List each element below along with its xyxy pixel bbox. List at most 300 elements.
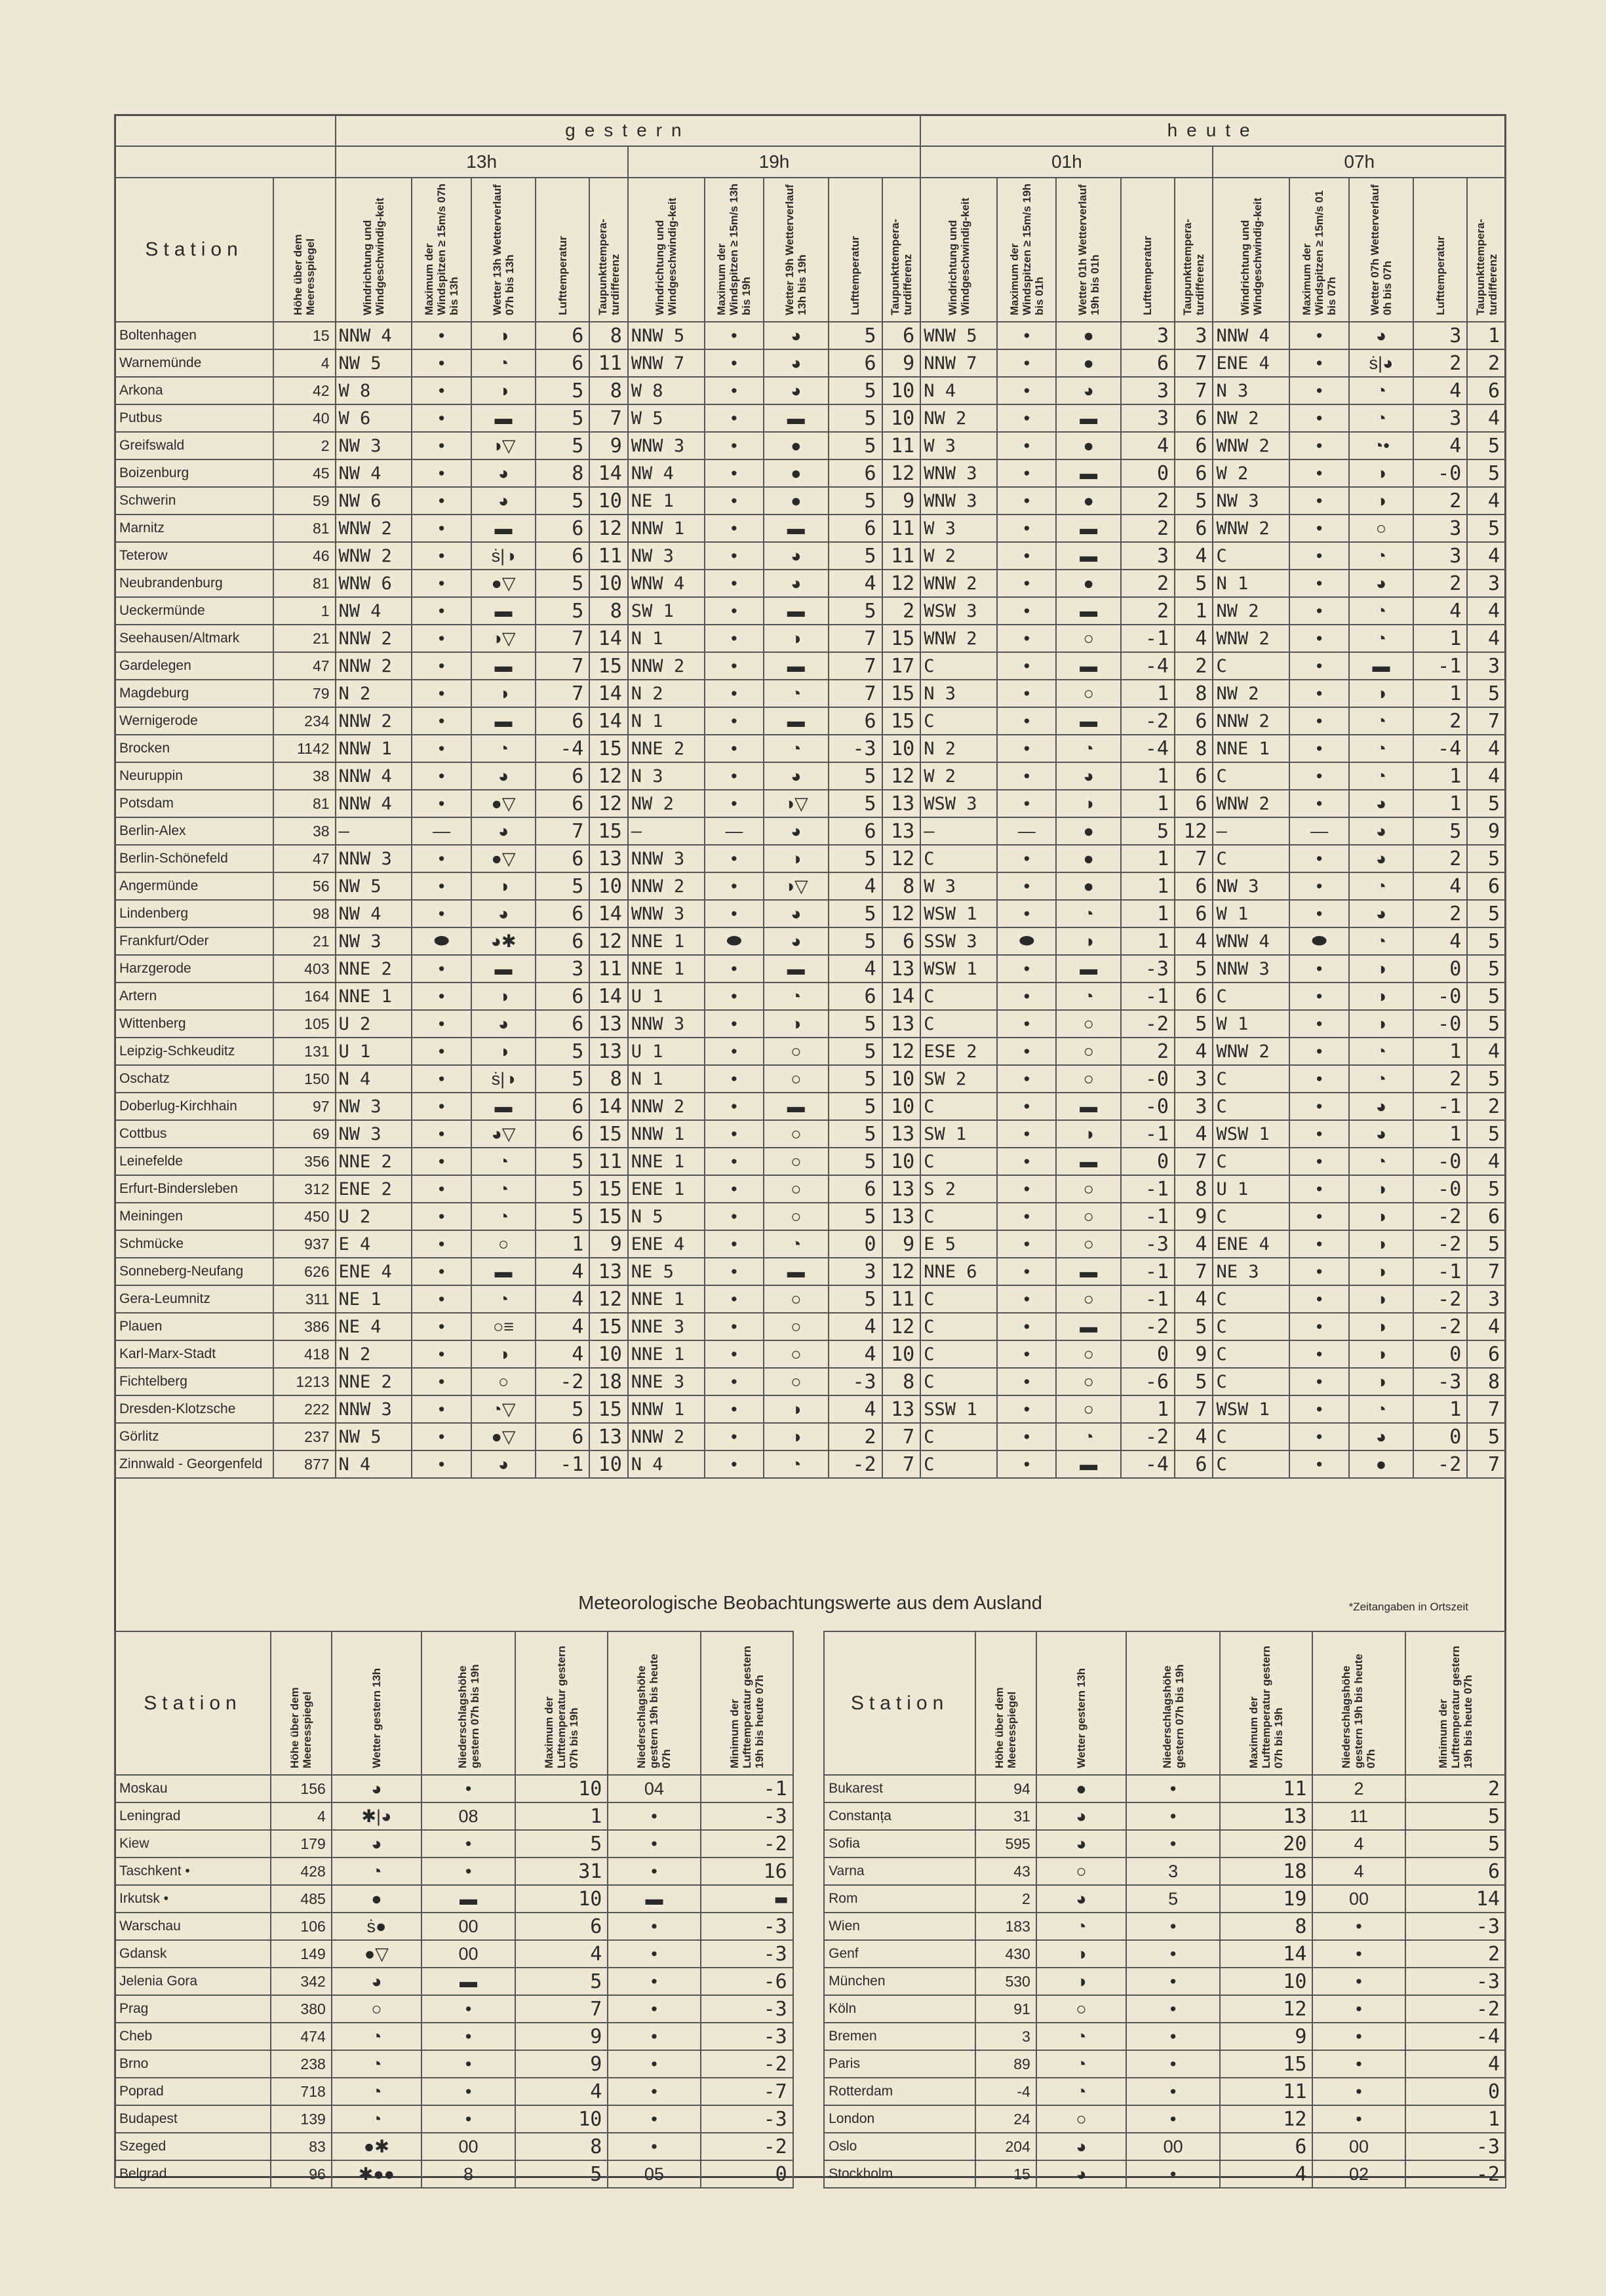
gust-cell: • <box>412 515 471 542</box>
weather-cell: ○ <box>1056 1038 1120 1065</box>
dewpoint-diff-cell: 6 <box>1175 872 1213 900</box>
subheader-07h-4 <box>1467 178 1506 322</box>
station-name: Lindenberg <box>115 900 273 927</box>
temperature-cell: -4 <box>1121 652 1175 680</box>
wind-cell: NNE 1 <box>628 1340 705 1368</box>
dewpoint-diff-cell: 12 <box>589 790 627 817</box>
dewpoint-diff-cell: 3 <box>1175 1065 1213 1093</box>
subheader-13h-3 <box>536 178 589 322</box>
temperature-cell: 5 <box>829 900 882 927</box>
wind-cell: WSW 1 <box>920 900 997 927</box>
dewpoint-diff-cell: 7 <box>1467 1258 1506 1285</box>
gust-cell: • <box>1289 872 1348 900</box>
dewpoint-diff-cell: 15 <box>589 735 627 762</box>
gust-cell: • <box>705 1340 764 1368</box>
temperature-cell: 0 <box>1413 955 1467 983</box>
temperature-cell: 1 <box>1121 1395 1175 1423</box>
station-name: Warnemünde <box>115 349 273 377</box>
wind-cell: C <box>920 1203 997 1230</box>
temperature-cell: 5 <box>829 1285 882 1313</box>
max-temp-cell: 8 <box>1220 1913 1312 1940</box>
wind-cell: WNW 5 <box>920 322 997 349</box>
precip-night-cell: • <box>1312 1940 1405 1968</box>
gust-cell: • <box>705 459 764 487</box>
wind-cell: NW 2 <box>628 790 705 817</box>
dewpoint-diff-cell: 5 <box>1467 1230 1506 1258</box>
wind-cell: W 3 <box>920 432 997 459</box>
weather-cell: ◔ <box>1349 872 1413 900</box>
temperature-cell: 7 <box>536 817 589 845</box>
weather-cell: ◔ <box>1349 1395 1413 1423</box>
temperature-cell: 4 <box>536 1285 589 1313</box>
station-altitude: 150 <box>273 1065 335 1093</box>
column-gap <box>793 1913 824 1940</box>
hour-01h: 01h <box>920 146 1213 178</box>
station-name: Seehausen/Altmark <box>115 625 273 652</box>
table-row <box>115 1038 1506 1065</box>
gust-cell: • <box>997 1340 1056 1368</box>
dewpoint-diff-cell: 11 <box>589 542 627 570</box>
weather-cell: ◑ <box>764 625 828 652</box>
dewpoint-diff-cell: 7 <box>1467 707 1506 735</box>
wind-cell: N 4 <box>336 1450 412 1478</box>
table-row <box>115 1010 1506 1038</box>
table-row <box>115 1450 1506 1478</box>
dewpoint-diff-cell: 15 <box>589 1175 627 1203</box>
gust-cell: • <box>1289 845 1348 872</box>
precip-day-cell: • <box>1126 2160 1220 2188</box>
weather-cell: ◑ <box>764 1010 828 1038</box>
table-row <box>115 1913 1506 1940</box>
precip-day-cell: • <box>1126 2023 1220 2050</box>
min-temp-cell: -2 <box>1405 1995 1506 2023</box>
wind-cell: NNW 3 <box>628 845 705 872</box>
temperature-cell: 0 <box>1413 1423 1467 1450</box>
wind-cell: NNW 4 <box>1213 322 1289 349</box>
temperature-cell: 1 <box>1121 900 1175 927</box>
subheader-text: Lufttemperatur <box>1434 236 1447 315</box>
table-row <box>115 322 1506 349</box>
wind-cell: C <box>920 983 997 1010</box>
temperature-cell: 6 <box>829 707 882 735</box>
dewpoint-diff-cell: 8 <box>1175 1175 1213 1203</box>
weather-cell: ◕ <box>471 817 536 845</box>
weather-cell: ○ <box>1056 1175 1120 1203</box>
temperature-cell: -2 <box>829 1450 882 1478</box>
temperature-cell: 5 <box>829 597 882 625</box>
station-name: Doberlug-Kirchhain <box>115 1093 273 1120</box>
dewpoint-diff-cell: 12 <box>1175 817 1213 845</box>
right-column-header-2 <box>1036 1631 1126 1775</box>
gust-cell: ⬬ <box>412 927 471 955</box>
gust-cell: • <box>412 1368 471 1395</box>
weather-cell: ○ <box>764 1175 828 1203</box>
subheader-01h-4 <box>1175 178 1213 322</box>
weather-cell: ● <box>1056 872 1120 900</box>
dewpoint-diff-cell: 4 <box>1467 597 1506 625</box>
gust-cell: • <box>705 762 764 790</box>
gust-cell: • <box>705 652 764 680</box>
min-temp-cell: -3 <box>1405 1968 1506 1995</box>
dewpoint-diff-cell: 9 <box>882 349 921 377</box>
wind-cell: WNW 2 <box>1213 432 1289 459</box>
subheader-text: Wetter 07h Wetterverlauf 0h bis 07h <box>1368 184 1394 315</box>
gust-cell: ⬬ <box>705 927 764 955</box>
weather-cell: ▬ <box>471 652 536 680</box>
station-altitude: 1 <box>273 597 335 625</box>
subheader-01h-1 <box>997 178 1056 322</box>
weather-cell: ◔ <box>1036 2050 1126 2078</box>
station-name: Varna <box>824 1858 975 1885</box>
wind-cell: NW 3 <box>1213 872 1289 900</box>
min-temp-cell: 6 <box>1405 1858 1506 1885</box>
table-row <box>115 349 1506 377</box>
station-altitude: 45 <box>273 459 335 487</box>
gust-cell: • <box>412 735 471 762</box>
gust-cell: • <box>997 872 1056 900</box>
weather-cell: ○ <box>1036 1995 1126 2023</box>
temperature-cell: 6 <box>536 927 589 955</box>
gust-cell: • <box>705 707 764 735</box>
temperature-cell: 5 <box>829 1203 882 1230</box>
wind-cell: NW 3 <box>336 1120 412 1148</box>
max-temp-cell: 19 <box>1220 1885 1312 1913</box>
subheader-19h-0 <box>628 178 705 322</box>
weather-cell: ◕ <box>1349 322 1413 349</box>
gust-cell: • <box>705 1120 764 1148</box>
gust-cell: • <box>997 900 1056 927</box>
table-row <box>115 872 1506 900</box>
temperature-cell: 1 <box>536 1230 589 1258</box>
wind-cell: SSW 1 <box>920 1395 997 1423</box>
gust-cell: • <box>997 707 1056 735</box>
table-row <box>115 487 1506 515</box>
subheader-text: Windrichtung und Windgeschwindig-keit <box>361 197 386 315</box>
wind-cell: C <box>1213 762 1289 790</box>
weather-cell: ▬ <box>1349 652 1413 680</box>
station-altitude: 91 <box>975 1995 1036 2023</box>
weather-cell: ◕ <box>1349 900 1413 927</box>
weather-cell: ○ <box>1056 1395 1120 1423</box>
subheader-19h-2 <box>764 178 828 322</box>
gust-cell: • <box>1289 1368 1348 1395</box>
gust-cell: • <box>705 542 764 570</box>
weather-cell: ▬ <box>471 707 536 735</box>
dewpoint-diff-cell: 6 <box>882 322 921 349</box>
precip-day-cell: • <box>1126 1968 1220 1995</box>
temperature-cell: 0 <box>1121 459 1175 487</box>
table-row <box>115 1203 1506 1230</box>
gust-cell: • <box>1289 1093 1348 1120</box>
max-temp-cell: 5 <box>515 1968 608 1995</box>
max-temp-cell: 9 <box>515 2050 608 2078</box>
max-temp-cell: 4 <box>515 2078 608 2105</box>
column-gap <box>793 2160 824 2188</box>
weather-cell: ● <box>1349 1450 1413 1478</box>
wind-cell: NW 4 <box>628 459 705 487</box>
hour-07h: 07h <box>1213 146 1506 178</box>
wind-cell: — <box>628 817 705 845</box>
dewpoint-diff-cell: 15 <box>882 680 921 707</box>
station-altitude: 97 <box>273 1093 335 1120</box>
temperature-cell: -4 <box>1121 735 1175 762</box>
weather-cell: ▬ <box>471 955 536 983</box>
station-name: Oschatz <box>115 1065 273 1093</box>
gust-cell: • <box>997 1120 1056 1148</box>
wind-cell: C <box>920 707 997 735</box>
weather-cell: ○ <box>764 1120 828 1148</box>
precip-day-cell: • <box>1126 1940 1220 1968</box>
temperature-cell: 3 <box>1121 377 1175 404</box>
temperature-cell: -1 <box>1121 1120 1175 1148</box>
gust-cell: • <box>705 322 764 349</box>
temperature-cell: 4 <box>1413 927 1467 955</box>
station-altitude: 312 <box>273 1175 335 1203</box>
precip-night-cell: 05 <box>608 2160 700 2188</box>
min-temp-cell: -2 <box>701 1830 793 1858</box>
dewpoint-diff-cell: 12 <box>882 570 921 597</box>
precip-day-cell: • <box>421 2050 515 2078</box>
gust-cell: • <box>412 1120 471 1148</box>
temperature-cell: 4 <box>829 1340 882 1368</box>
temperature-cell: 1 <box>1413 625 1467 652</box>
precip-night-cell: • <box>1312 2023 1405 2050</box>
wind-cell: WSW 1 <box>1213 1395 1289 1423</box>
gust-cell: • <box>412 322 471 349</box>
wind-cell: C <box>1213 1285 1289 1313</box>
dewpoint-diff-cell: 15 <box>589 1395 627 1423</box>
wind-cell: W 5 <box>628 404 705 432</box>
dewpoint-diff-cell: 5 <box>1175 1010 1213 1038</box>
station-name: Potsdam <box>115 790 273 817</box>
gust-cell: • <box>412 762 471 790</box>
wind-cell: WNW 6 <box>336 570 412 597</box>
temperature-cell: -0 <box>1121 1093 1175 1120</box>
weather-cell: ◑▽ <box>471 432 536 459</box>
weather-cell: ◑ <box>1349 487 1413 515</box>
wind-cell: SW 2 <box>920 1065 997 1093</box>
weather-cell: ◔ <box>471 1203 536 1230</box>
dewpoint-diff-cell: 8 <box>589 1065 627 1093</box>
wind-cell: W 2 <box>920 762 997 790</box>
dewpoint-diff-cell: 9 <box>589 1230 627 1258</box>
wind-cell: ENE 4 <box>1213 349 1289 377</box>
wind-cell: NNW 4 <box>336 790 412 817</box>
weather-cell: ○ <box>764 1285 828 1313</box>
min-temp-cell: 5 <box>1405 1830 1506 1858</box>
min-temp-cell: 2 <box>1405 1775 1506 1802</box>
subheader-text: Niederschlagshöhe gestern 19h bis heute 07h <box>635 1654 673 1768</box>
wind-cell: S 2 <box>920 1175 997 1203</box>
weather-cell: ◕ <box>1036 1885 1126 1913</box>
wind-cell: NE 5 <box>628 1258 705 1285</box>
weather-cell: ◕ <box>471 762 536 790</box>
gust-cell: • <box>412 1395 471 1423</box>
precip-night-cell: • <box>608 1995 700 2023</box>
dewpoint-diff-cell: 5 <box>1467 845 1506 872</box>
dewpoint-diff-cell: 4 <box>1175 1120 1213 1148</box>
weather-cell: ▬ <box>1056 1148 1120 1175</box>
dewpoint-diff-cell: 5 <box>1467 983 1506 1010</box>
station-altitude: 2 <box>273 432 335 459</box>
wind-cell: N 1 <box>628 1065 705 1093</box>
station-name: Stockholm <box>824 2160 975 2188</box>
left-column-header-3 <box>421 1631 515 1775</box>
station-name: Putbus <box>115 404 273 432</box>
weather-cell: ◔ <box>1349 1038 1413 1065</box>
weather-cell: ◑ <box>764 1395 828 1423</box>
gust-cell: • <box>997 955 1056 983</box>
station-altitude: 234 <box>273 707 335 735</box>
temperature-cell: 6 <box>536 900 589 927</box>
wind-cell: NNE 3 <box>628 1368 705 1395</box>
station-altitude: 1213 <box>273 1368 335 1395</box>
table-row <box>115 1858 1506 1885</box>
temperature-cell: 5 <box>829 1148 882 1175</box>
dewpoint-diff-cell: 5 <box>1175 487 1213 515</box>
min-temp-cell: -3 <box>701 2105 793 2133</box>
gust-cell: • <box>997 1285 1056 1313</box>
wind-cell: C <box>920 1285 997 1313</box>
table-row <box>115 377 1506 404</box>
subheader-text: Höhe über dem Meeresspiegel <box>288 1687 314 1768</box>
weather-cell: ◔ <box>332 2078 421 2105</box>
station-altitude: 59 <box>273 487 335 515</box>
temperature-cell: 6 <box>829 983 882 1010</box>
wind-cell: C <box>920 1340 997 1368</box>
temperature-cell: 5 <box>536 597 589 625</box>
dewpoint-diff-cell: 6 <box>1175 983 1213 1010</box>
weather-cell: ▬ <box>471 1258 536 1285</box>
temperature-cell: -2 <box>1121 1423 1175 1450</box>
table-row <box>115 1830 1506 1858</box>
subheader-text: Lufttemperatur <box>556 236 569 315</box>
gust-cell: • <box>1289 652 1348 680</box>
column-gap <box>793 2023 824 2050</box>
station-name: Neubrandenburg <box>115 570 273 597</box>
max-temp-cell: 11 <box>1220 1775 1312 1802</box>
weather-cell: ◔ <box>471 1148 536 1175</box>
precip-night-cell: • <box>1312 2078 1405 2105</box>
station-name: Boizenburg <box>115 459 273 487</box>
weather-cell: ◔ <box>471 735 536 762</box>
weather-cell: ◕ <box>1349 1093 1413 1120</box>
subheader-text: Maximum der Windspitzen ≥ 15m/s 19h bis 01h <box>1008 184 1046 315</box>
gust-cell: • <box>705 1230 764 1258</box>
wind-cell: NNE 3 <box>628 1313 705 1340</box>
station-name: München <box>824 1968 975 1995</box>
wind-cell: NW 4 <box>336 459 412 487</box>
wind-cell: C <box>920 1010 997 1038</box>
dewpoint-diff-cell: 5 <box>1175 1313 1213 1340</box>
temperature-cell: 3 <box>1413 404 1467 432</box>
weather-cell: ◕ <box>1349 1423 1413 1450</box>
gust-cell: • <box>997 1258 1056 1285</box>
gust-cell: • <box>997 570 1056 597</box>
gust-cell: • <box>997 1010 1056 1038</box>
left-station-header: Station <box>115 1631 271 1775</box>
wind-cell: U 1 <box>628 1038 705 1065</box>
min-temp-cell: -3 <box>1405 1913 1506 1940</box>
temperature-cell: 0 <box>1413 1340 1467 1368</box>
wind-cell: ENE 4 <box>628 1230 705 1258</box>
dewpoint-diff-cell: 7 <box>1175 1148 1213 1175</box>
weather-cell: ◑ <box>471 377 536 404</box>
max-temp-cell: 12 <box>1220 1995 1312 2023</box>
gust-cell: • <box>1289 1065 1348 1093</box>
table-row <box>115 459 1506 487</box>
dewpoint-diff-cell: 12 <box>882 900 921 927</box>
wind-cell: NNW 4 <box>336 322 412 349</box>
station-name: Sofia <box>824 1830 975 1858</box>
dewpoint-diff-cell: 11 <box>589 1148 627 1175</box>
temperature-cell: 5 <box>536 1148 589 1175</box>
dewpoint-diff-cell: 7 <box>882 1450 921 1478</box>
dewpoint-diff-cell: 6 <box>1175 459 1213 487</box>
wind-cell: WSW 3 <box>920 790 997 817</box>
weather-cell: ○ <box>1036 2105 1126 2133</box>
table-row <box>115 2105 1506 2133</box>
wind-cell: W 1 <box>1213 900 1289 927</box>
dewpoint-diff-cell: 4 <box>1175 1285 1213 1313</box>
dewpoint-diff-cell: 8 <box>589 322 627 349</box>
temperature-cell: 0 <box>1121 1340 1175 1368</box>
max-temp-cell: 10 <box>515 1885 608 1913</box>
table-row <box>115 762 1506 790</box>
precip-night-cell: • <box>608 2050 700 2078</box>
weather-cell: ◔ <box>1056 735 1120 762</box>
subheader-text: Niederschlagshöhe gestern 07h bis 19h <box>456 1664 481 1768</box>
dewpoint-diff-cell: 2 <box>1467 1093 1506 1120</box>
weather-cell: ◑ <box>1056 1120 1120 1148</box>
gust-cell: • <box>412 1148 471 1175</box>
table-row <box>115 845 1506 872</box>
min-temp-cell: 5 <box>1405 1802 1506 1830</box>
subheader-text: Taupunkttempera-turdifferenz <box>596 218 621 315</box>
wind-cell: NNW 4 <box>336 762 412 790</box>
dewpoint-diff-cell: 15 <box>589 652 627 680</box>
table-row <box>115 1995 1506 2023</box>
weather-cell: ◔ <box>1056 900 1120 927</box>
temperature-cell: 2 <box>1121 487 1175 515</box>
wind-cell: C <box>920 1313 997 1340</box>
dewpoint-diff-cell: 7 <box>589 404 627 432</box>
table-row <box>115 1775 1506 1802</box>
gust-cell: • <box>412 1203 471 1230</box>
max-temp-cell: 10 <box>1220 1968 1312 1995</box>
wind-cell: NNW 2 <box>628 652 705 680</box>
temperature-cell: 0 <box>1121 1148 1175 1175</box>
temperature-cell: 1 <box>1413 790 1467 817</box>
wind-cell: NNW 2 <box>336 707 412 735</box>
gust-cell: • <box>1289 1258 1348 1285</box>
subheader-07h-3 <box>1413 178 1467 322</box>
station-altitude: 105 <box>273 1010 335 1038</box>
station-altitude: 428 <box>271 1858 332 1885</box>
wind-cell: WSW 1 <box>1213 1120 1289 1148</box>
temperature-cell: -4 <box>1413 735 1467 762</box>
dewpoint-diff-cell: 10 <box>882 1093 921 1120</box>
column-gap <box>793 1858 824 1885</box>
dewpoint-diff-cell: 6 <box>1175 762 1213 790</box>
weather-cell: ◔ <box>471 1175 536 1203</box>
weather-cell: ◑ <box>471 680 536 707</box>
gust-cell: • <box>705 1368 764 1395</box>
precip-night-cell: • <box>1312 2105 1405 2133</box>
temperature-cell: 4 <box>829 1313 882 1340</box>
station-name: Erfurt-Bindersleben <box>115 1175 273 1203</box>
table-row <box>115 1313 1506 1340</box>
